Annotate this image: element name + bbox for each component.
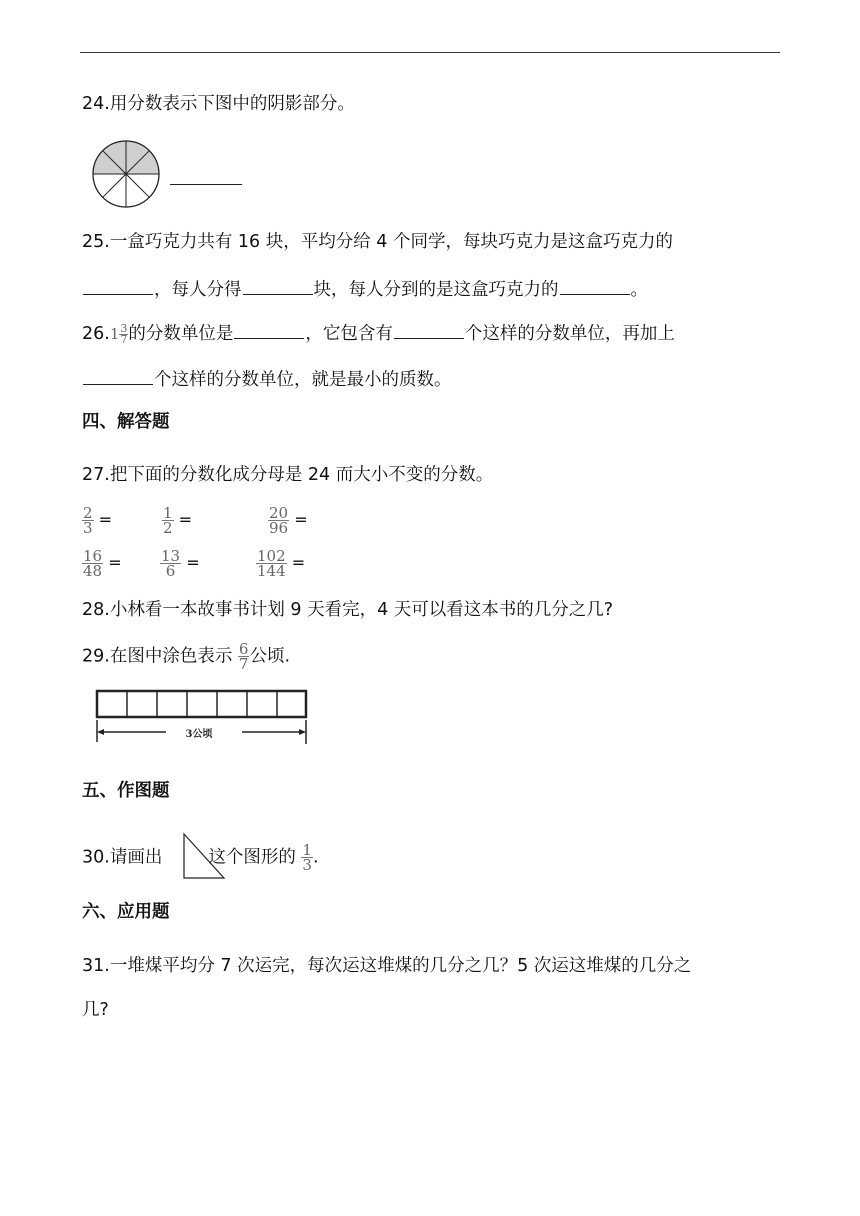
- answer-blank-25a[interactable]: [83, 276, 153, 295]
- question-26-part-a: 的分数单位是: [128, 324, 234, 344]
- answer-blank-24[interactable]: [170, 184, 242, 185]
- triangle-figure: [183, 833, 225, 879]
- hectare-strip-figure[interactable]: [96, 690, 308, 746]
- fraction-item-5: [160, 543, 200, 583]
- equals-sign: =: [178, 510, 193, 529]
- equals-sign: =: [98, 510, 113, 529]
- answer-blank-25b[interactable]: [243, 276, 313, 295]
- answer-blank-26b[interactable]: [394, 320, 464, 339]
- question-30-middle: 这个图形的: [208, 847, 296, 868]
- question-31-text-cont: 几?: [82, 1000, 109, 1020]
- question-28: [82, 598, 613, 622]
- equals-sign: =: [291, 553, 306, 572]
- fraction-numerator: 6: [238, 640, 249, 658]
- question-30-prefix: 30.请画出: [82, 847, 163, 868]
- fraction-denominator: 7: [238, 655, 249, 673]
- fraction-numerator: 13: [161, 547, 181, 565]
- fraction-numerator: 1: [163, 504, 173, 522]
- fraction-denominator: 7: [120, 332, 128, 346]
- pie-figure: [90, 138, 162, 210]
- fraction-denominator: 2: [163, 519, 173, 537]
- fraction-numerator: 2: [83, 504, 93, 522]
- mixed-number-whole: 1: [109, 325, 120, 343]
- answer-blank-25c[interactable]: [560, 276, 630, 295]
- fraction-numerator: 1: [302, 841, 312, 859]
- answer-blank-26a[interactable]: [234, 320, 304, 339]
- equals-sign: =: [294, 510, 308, 529]
- fraction-item-4: [82, 543, 122, 583]
- question-25-part-a: ，每人分得: [154, 280, 242, 300]
- question-26-line2-text: 个这样的分数单位，就是最小的质数。: [154, 370, 452, 390]
- fraction-denominator: 6: [165, 562, 176, 580]
- section-heading-4: 四、解答题: [82, 412, 170, 432]
- equals-sign: =: [186, 553, 200, 572]
- fraction-item-2: [162, 500, 192, 540]
- question-25-line2: [82, 276, 648, 302]
- header-rule: [80, 52, 780, 53]
- fraction-numerator: 3: [120, 321, 128, 335]
- question-24-text: 24.用分数表示下图中的阴影部分。: [82, 94, 355, 114]
- fraction-denominator: 3: [302, 856, 312, 874]
- fraction-numerator: 20: [269, 504, 289, 522]
- question-27-text: 27.把下面的分数化成分母是 24 而大小不变的分数。: [82, 465, 494, 485]
- question-31-line2: [82, 998, 109, 1022]
- question-25-line1: [82, 230, 673, 254]
- question-26-prefix: 26.: [82, 324, 110, 344]
- section-heading-6: 六、应用题: [82, 902, 170, 922]
- question-29-prefix: 29.在图中涂色表示: [82, 646, 233, 667]
- question-25-text: 25.一盒巧克力共有 16 块，平均分给 4 个同学，每块巧克力是这盒巧克力的: [82, 232, 673, 252]
- section-heading-5: 五、作图题: [82, 781, 170, 801]
- question-31-line1: [82, 954, 691, 978]
- fraction-numerator: 16: [83, 547, 103, 565]
- question-31-text: 31.一堆煤平均分 7 次运完，每次运这堆煤的几分之几？5 次运这堆煤的几分之: [82, 956, 692, 976]
- question-26-part-c: 个这样的分数单位，再加上: [464, 324, 675, 344]
- fraction-item-6: [256, 543, 305, 583]
- figure-label: 3公顷: [185, 729, 213, 740]
- question-26-part-b: ，它包含有: [305, 324, 393, 344]
- fraction-denominator: 48: [83, 562, 103, 580]
- question-28-text: 28.小林看一本故事书计划 9 天看完，4 天可以看这本书的几分之几?: [82, 600, 614, 620]
- fraction-denominator: 3: [83, 519, 93, 537]
- fraction-denominator: 144: [257, 562, 286, 580]
- question-27: [82, 463, 493, 487]
- fraction-numerator: 102: [257, 547, 286, 565]
- fraction-denominator: 96: [269, 519, 289, 537]
- question-26-line2: [82, 366, 452, 392]
- question-29: [82, 642, 290, 671]
- question-24: [82, 92, 355, 116]
- question-25-part-b: 块，每人分到的是这盒巧克力的: [313, 280, 559, 300]
- fraction-item-3: [268, 500, 308, 540]
- question-26-line1: [82, 320, 675, 346]
- question-30-suffix: .: [312, 847, 319, 868]
- question-29-suffix: 公顷.: [249, 646, 291, 667]
- answer-blank-26c[interactable]: [83, 366, 153, 385]
- question-25-part-c: 。: [630, 280, 648, 300]
- equals-sign: =: [108, 553, 122, 572]
- fraction-item-1: [82, 500, 112, 540]
